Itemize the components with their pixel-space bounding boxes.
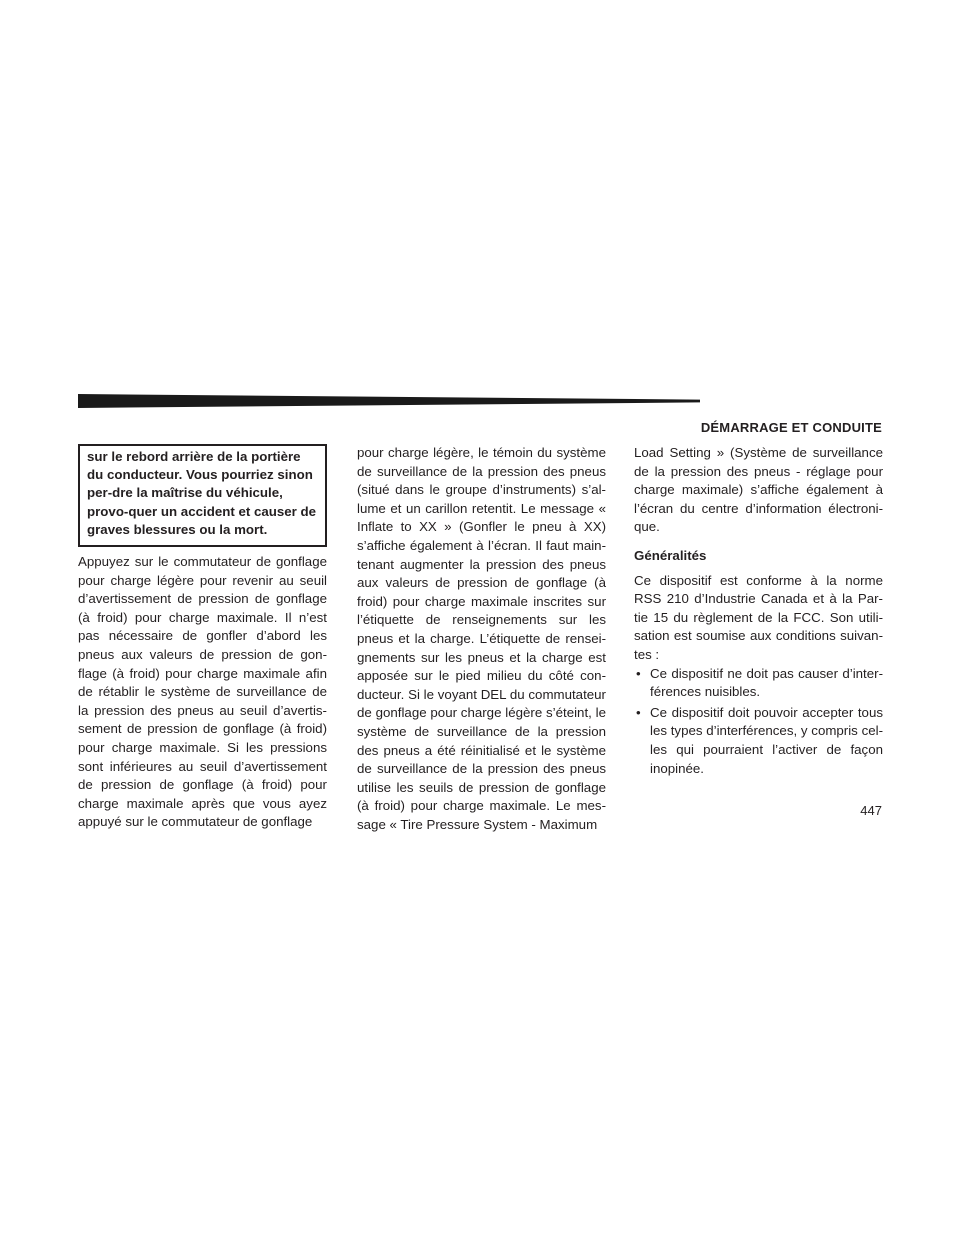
subheading: Généralités bbox=[634, 547, 707, 563]
section-title: DÉMARRAGE ET CONDUITE bbox=[700, 420, 882, 435]
list-item bbox=[634, 665, 883, 702]
bullet-list bbox=[634, 665, 883, 779]
warning-text: sur le rebord arrière de la portière du conducteur. Vous pourriez sinon per-dre la maîtrise du véhicule, provo-quer un accident et causer de graves blessures ou la mort. bbox=[87, 449, 317, 537]
body-paragraph: Appuyez sur le commutateur de gonflage pour charge légère pour revenir au seuil d’avertissement de pression de gonflage (à froid) pour charge maximale. Il n’est pas nécessaire de gonfler d’abord les pneus aux valeurs de pression de gon-flage (à froid) pour charge maximale afin de rétablir le système de surveillance de la pression des pneus au seuil d’avertis-sement de pression de gonflage (à froid) pour charge maximale. Si les pressions sont inférieures au seuil d’avertissement de pression de gonflage (à froid) pour charge maximale après que vous ayez appuyé sur le commutateur de gonflage bbox=[78, 554, 327, 830]
bullet-icon: • bbox=[636, 665, 641, 681]
body-paragraph: Ce dispositif est conforme à la norme RSS 210 d’Industrie Canada et à la Par-tie 15 du règlement de la FCC. Son utili-sation est soumise aux conditions suivan-tes : bbox=[634, 572, 883, 662]
list-item-text: Ce dispositif doit pouvoir accepter tous les types d’interférences, y compris cel-les qui pourraient l’activer de façon inopinée. bbox=[650, 704, 883, 776]
column-1 bbox=[78, 444, 327, 832]
list-item bbox=[634, 704, 883, 778]
list-item-text: Ce dispositif ne doit pas causer d’inter-férences nuisibles. bbox=[650, 665, 883, 700]
body-paragraph: pour charge légère, le témoin du système de surveillance de la pression des pneus (situé dans le groupe d’instruments) s’al-lume et un carillon retentit. Le message « Inflate to XX » (Gonfler le pneu à XX) s’affiche également à l’écran. Il faut main-tenant augmenter la pression des pneus aux valeurs de pression de gonflage (à froid) pour charge maximale inscrites sur l’étiquette de renseignements sur les pneus et la charge. L’étiquette de rensei-gnements sur les pneus et la charge est apposée sur le pied milieu du côté con-ducteur. Si le voyant DEL du commutateur de gonflage pour charge légère s’éteint, le système de surveillance de la pression des pneus a été réinitialisé et le système de surveillance de la pression des pneus utilise les seuils de pression de gonflage (à froid) pour charge maximale. Le mes-sage « Tire Pressure System - Maximum bbox=[357, 445, 606, 832]
page-number: 447 bbox=[860, 803, 882, 818]
bullet-icon: • bbox=[636, 704, 641, 720]
body-paragraph: Load Setting » (Système de surveillance de la pression des pneus - réglage pour charge maximale) s’affiche également à l’écran du centre d’information électroni-que. bbox=[634, 445, 883, 535]
section-header-bar bbox=[78, 394, 700, 408]
warning-box bbox=[78, 444, 327, 547]
column-3 bbox=[634, 444, 883, 780]
column-2 bbox=[357, 444, 606, 834]
